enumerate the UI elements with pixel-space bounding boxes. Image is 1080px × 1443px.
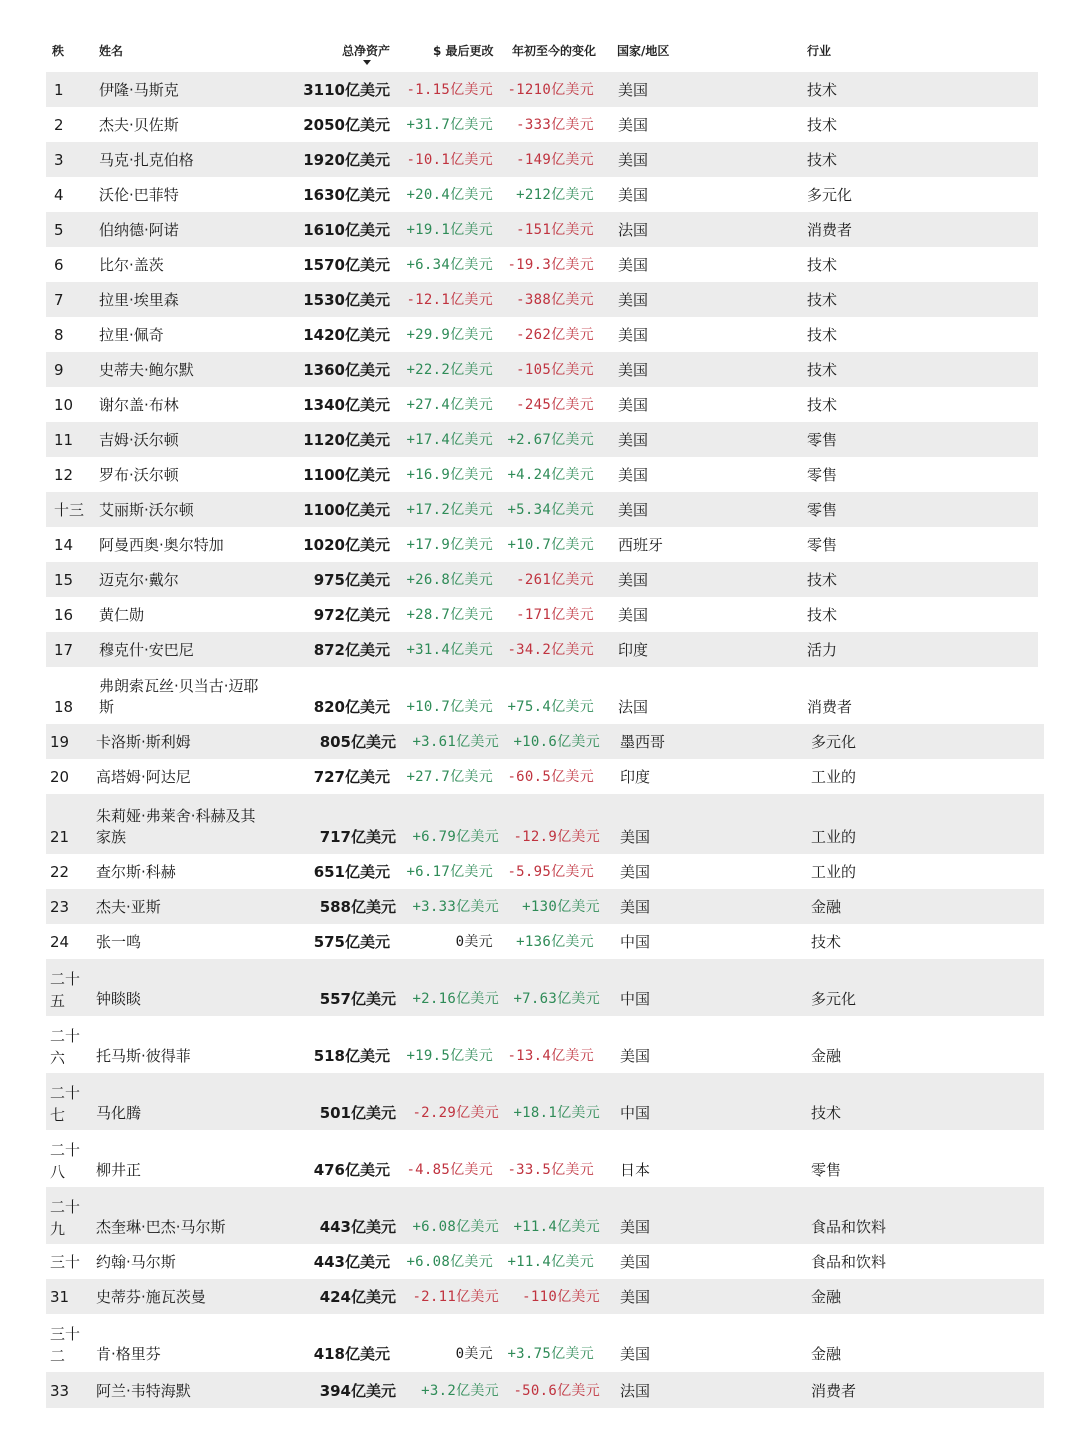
last-change-cell: +29.9亿美元 bbox=[406, 327, 493, 343]
ytd-change-cell: -261亿美元 bbox=[516, 572, 594, 588]
table-row[interactable] bbox=[46, 759, 1038, 794]
ytd-change-cell: +2.67亿美元 bbox=[507, 432, 594, 448]
net-worth-cell: 443亿美元 bbox=[319, 1218, 396, 1236]
ytd-change-cell: +11.4亿美元 bbox=[513, 1219, 600, 1235]
last-change-cell: 0美元 bbox=[455, 934, 493, 950]
last-change-cell: -12.1亿美元 bbox=[406, 292, 493, 308]
net-worth-cell: 1360亿美元 bbox=[303, 361, 390, 379]
name-cell: 朱莉娅·弗莱舍·科赫及其家族 bbox=[96, 807, 256, 846]
last-change-cell: +16.9亿美元 bbox=[406, 467, 493, 483]
net-worth-cell: 501亿美元 bbox=[319, 1104, 396, 1122]
industry-cell: 技术 bbox=[807, 116, 838, 134]
table-row[interactable] bbox=[46, 1130, 1038, 1187]
ytd-change-cell: -60.5亿美元 bbox=[507, 769, 594, 785]
table-row[interactable] bbox=[46, 1279, 1044, 1314]
country-cell: 美国 bbox=[620, 828, 651, 846]
country-cell: 美国 bbox=[620, 1047, 651, 1065]
country-cell: 美国 bbox=[618, 571, 649, 589]
industry-cell: 消费者 bbox=[811, 1382, 857, 1400]
name-cell: 伊隆·马斯克 bbox=[99, 81, 179, 99]
table-row[interactable] bbox=[46, 562, 1038, 597]
industry-cell: 金融 bbox=[811, 1345, 842, 1363]
last-change-cell: +27.4亿美元 bbox=[406, 397, 493, 413]
rank-cell: 三十 bbox=[50, 1253, 81, 1271]
ytd-change-cell: -245亿美元 bbox=[516, 397, 594, 413]
name-cell: 黄仁勋 bbox=[99, 606, 145, 624]
country-cell: 中国 bbox=[620, 990, 651, 1008]
industry-cell: 工业的 bbox=[811, 863, 857, 881]
country-cell: 美国 bbox=[620, 1218, 651, 1236]
name-cell: 拉里·埃里森 bbox=[99, 291, 179, 309]
ytd-change-cell: -50.6亿美元 bbox=[513, 1383, 600, 1399]
table-row[interactable] bbox=[46, 667, 1038, 724]
net-worth-cell: 1100亿美元 bbox=[303, 501, 390, 519]
table-row[interactable] bbox=[46, 247, 1038, 282]
rank-cell: 5 bbox=[54, 221, 64, 239]
rank-cell: 三十二 bbox=[50, 1325, 81, 1365]
rank-cell: 22 bbox=[50, 863, 70, 881]
name-cell: 弗朗索瓦丝·贝当古·迈耶斯 bbox=[99, 677, 259, 716]
table-row[interactable] bbox=[46, 597, 1038, 632]
country-cell: 法国 bbox=[618, 221, 649, 239]
last-change-cell: +28.7亿美元 bbox=[406, 607, 493, 623]
name-cell: 谢尔盖·布林 bbox=[99, 396, 179, 414]
table-row[interactable] bbox=[46, 107, 1038, 142]
table-row[interactable] bbox=[46, 724, 1044, 759]
net-worth-cell: 588亿美元 bbox=[319, 898, 396, 916]
last-change-cell: +20.4亿美元 bbox=[406, 187, 493, 203]
country-cell: 法国 bbox=[620, 1382, 651, 1400]
industry-cell: 技术 bbox=[807, 361, 838, 379]
table-row[interactable] bbox=[46, 177, 1038, 212]
country-cell: 美国 bbox=[618, 431, 649, 449]
industry-cell: 技术 bbox=[807, 81, 838, 99]
name-cell: 艾丽斯·沃尔顿 bbox=[99, 501, 194, 519]
country-cell: 美国 bbox=[618, 501, 649, 519]
ytd-change-cell: +18.1亿美元 bbox=[513, 1105, 600, 1121]
ytd-change-cell: -5.95亿美元 bbox=[507, 864, 594, 880]
name-cell: 高塔姆·阿达尼 bbox=[96, 768, 191, 786]
last-change-cell: -1.15亿美元 bbox=[406, 82, 493, 98]
table-row[interactable] bbox=[46, 492, 1038, 527]
name-cell: 钟睒睒 bbox=[96, 990, 142, 1008]
name-cell: 史蒂芬·施瓦茨曼 bbox=[96, 1288, 206, 1306]
net-worth-cell: 1610亿美元 bbox=[303, 221, 390, 239]
name-cell: 马化腾 bbox=[96, 1104, 142, 1122]
rank-cell: 20 bbox=[50, 768, 70, 786]
net-worth-cell: 575亿美元 bbox=[313, 933, 390, 951]
net-worth-cell: 443亿美元 bbox=[313, 1253, 390, 1271]
last-change-cell: +10.7亿美元 bbox=[406, 699, 493, 715]
industry-cell: 技术 bbox=[807, 256, 838, 274]
rank-cell: 3 bbox=[54, 151, 64, 169]
industry-cell: 金融 bbox=[811, 898, 842, 916]
table-row[interactable] bbox=[46, 457, 1038, 492]
ytd-change-cell: -333亿美元 bbox=[516, 117, 594, 133]
rank-cell: 二十五 bbox=[50, 970, 81, 1010]
last-change-cell: +31.4亿美元 bbox=[406, 642, 493, 658]
ytd-change-cell: -12.9亿美元 bbox=[513, 829, 600, 845]
ytd-change-cell: -105亿美元 bbox=[516, 362, 594, 378]
net-worth-cell: 418亿美元 bbox=[313, 1345, 390, 1363]
table-row[interactable] bbox=[46, 1016, 1038, 1073]
table-row[interactable] bbox=[46, 387, 1038, 422]
net-worth-cell: 1120亿美元 bbox=[303, 431, 390, 449]
rank-cell: 14 bbox=[54, 536, 74, 554]
rank-cell: 二十八 bbox=[50, 1141, 81, 1181]
rank-cell: 二十七 bbox=[50, 1084, 81, 1124]
industry-cell: 活力 bbox=[807, 641, 838, 659]
ytd-change-cell: +10.6亿美元 bbox=[513, 734, 600, 750]
ytd-change-cell: -1210亿美元 bbox=[507, 82, 594, 98]
header-country[interactable]: 国家/地区 bbox=[617, 44, 670, 58]
net-worth-cell: 518亿美元 bbox=[313, 1047, 390, 1065]
industry-cell: 消费者 bbox=[807, 698, 853, 716]
rank-cell: 12 bbox=[54, 466, 74, 484]
name-cell: 张一鸣 bbox=[96, 933, 142, 951]
header-net-worth[interactable]: 总净资产 bbox=[342, 44, 391, 58]
net-worth-cell: 805亿美元 bbox=[319, 733, 396, 751]
table-row[interactable] bbox=[46, 889, 1044, 924]
rank-cell: 24 bbox=[50, 933, 70, 951]
ytd-change-cell: +136亿美元 bbox=[516, 934, 594, 950]
country-cell: 美国 bbox=[618, 151, 649, 169]
name-cell: 阿曼西奥·奥尔特加 bbox=[99, 536, 224, 554]
ytd-change-cell: -262亿美元 bbox=[516, 327, 594, 343]
country-cell: 美国 bbox=[618, 291, 649, 309]
table-row[interactable] bbox=[46, 352, 1038, 387]
header-last-change[interactable]: $ 最后更改 bbox=[433, 44, 494, 58]
last-change-cell: +3.61亿美元 bbox=[412, 734, 499, 750]
net-worth-cell: 727亿美元 bbox=[313, 768, 390, 786]
industry-cell: 多元化 bbox=[811, 733, 857, 751]
country-cell: 美国 bbox=[620, 1288, 651, 1306]
header-name[interactable]: 姓名 bbox=[99, 44, 124, 58]
ytd-change-cell: +130亿美元 bbox=[522, 899, 600, 915]
name-cell: 杰奎琳·巴杰·马尔斯 bbox=[96, 1218, 226, 1236]
country-cell: 美国 bbox=[618, 326, 649, 344]
last-change-cell: +6.08亿美元 bbox=[412, 1219, 499, 1235]
ytd-change-cell: -13.4亿美元 bbox=[507, 1048, 594, 1064]
table-row[interactable] bbox=[46, 1187, 1044, 1244]
rank-cell: 4 bbox=[54, 186, 64, 204]
table-row[interactable] bbox=[46, 422, 1038, 457]
rank-cell: 21 bbox=[50, 828, 70, 846]
net-worth-cell: 1920亿美元 bbox=[303, 151, 390, 169]
net-worth-cell: 972亿美元 bbox=[313, 606, 390, 624]
last-change-cell: +19.5亿美元 bbox=[406, 1048, 493, 1064]
ytd-change-cell: -34.2亿美元 bbox=[507, 642, 594, 658]
last-change-cell: +6.79亿美元 bbox=[412, 829, 499, 845]
ytd-change-cell: -388亿美元 bbox=[516, 292, 594, 308]
table-row[interactable] bbox=[46, 854, 1038, 889]
last-change-cell: +6.34亿美元 bbox=[406, 257, 493, 273]
name-cell: 卡洛斯·斯利姆 bbox=[96, 733, 191, 751]
ytd-change-cell: +11.4亿美元 bbox=[507, 1254, 594, 1270]
table-row[interactable] bbox=[46, 72, 1038, 107]
rank-cell: 9 bbox=[54, 361, 64, 379]
country-cell: 美国 bbox=[618, 606, 649, 624]
name-cell: 杰夫·贝佐斯 bbox=[99, 116, 179, 134]
table-header bbox=[46, 0, 1044, 72]
rank-cell: 1 bbox=[54, 81, 64, 99]
net-worth-cell: 1340亿美元 bbox=[303, 396, 390, 414]
industry-cell: 消费者 bbox=[807, 221, 853, 239]
last-change-cell: -2.29亿美元 bbox=[412, 1105, 499, 1121]
last-change-cell: +26.8亿美元 bbox=[406, 572, 493, 588]
country-cell: 美国 bbox=[620, 898, 651, 916]
name-cell: 马克·扎克伯格 bbox=[99, 151, 194, 169]
rank-cell: 31 bbox=[50, 1288, 70, 1306]
industry-cell: 技术 bbox=[807, 606, 838, 624]
table-row[interactable] bbox=[46, 527, 1038, 562]
ytd-change-cell: -151亿美元 bbox=[516, 222, 594, 238]
industry-cell: 零售 bbox=[807, 501, 838, 519]
net-worth-cell: 1570亿美元 bbox=[303, 256, 390, 274]
name-cell: 查尔斯·科赫 bbox=[96, 863, 176, 881]
country-cell: 美国 bbox=[618, 186, 649, 204]
net-worth-cell: 424亿美元 bbox=[319, 1288, 396, 1306]
name-cell: 沃伦·巴菲特 bbox=[99, 186, 179, 204]
country-cell: 美国 bbox=[620, 1253, 651, 1271]
industry-cell: 金融 bbox=[811, 1288, 842, 1306]
industry-cell: 多元化 bbox=[811, 990, 857, 1008]
net-worth-cell: 476亿美元 bbox=[313, 1161, 390, 1179]
industry-cell: 技术 bbox=[807, 326, 838, 344]
rank-cell: 18 bbox=[54, 698, 74, 716]
name-cell: 穆克什·安巴尼 bbox=[99, 641, 194, 659]
ytd-change-cell: -171亿美元 bbox=[516, 607, 594, 623]
industry-cell: 食品和饮料 bbox=[811, 1253, 887, 1271]
last-change-cell: -4.85亿美元 bbox=[406, 1162, 493, 1178]
name-cell: 柳井正 bbox=[96, 1161, 142, 1179]
net-worth-cell: 820亿美元 bbox=[313, 698, 390, 716]
last-change-cell: +19.1亿美元 bbox=[406, 222, 493, 238]
rank-cell: 17 bbox=[54, 641, 74, 659]
last-change-cell: 0美元 bbox=[455, 1346, 493, 1362]
rank-cell: 11 bbox=[54, 431, 74, 449]
name-cell: 拉里·佩奇 bbox=[99, 326, 164, 344]
last-change-cell: +31.7亿美元 bbox=[406, 117, 493, 133]
last-change-cell: +2.16亿美元 bbox=[412, 991, 499, 1007]
sort-descending-icon[interactable] bbox=[363, 60, 371, 65]
country-cell: 美国 bbox=[618, 116, 649, 134]
table-row[interactable] bbox=[46, 212, 1038, 247]
ytd-change-cell: -110亿美元 bbox=[522, 1289, 600, 1305]
rank-cell: 23 bbox=[50, 898, 70, 916]
industry-cell: 零售 bbox=[807, 536, 838, 554]
ytd-change-cell: -33.5亿美元 bbox=[507, 1162, 594, 1178]
rank-cell: 16 bbox=[54, 606, 74, 624]
table-row[interactable] bbox=[46, 1314, 1038, 1371]
last-change-cell: +22.2亿美元 bbox=[406, 362, 493, 378]
ytd-change-cell: +7.63亿美元 bbox=[513, 991, 600, 1007]
last-change-cell: +3.2亿美元 bbox=[421, 1383, 499, 1399]
last-change-cell: +27.7亿美元 bbox=[406, 769, 493, 785]
table-row[interactable] bbox=[46, 1244, 1038, 1279]
net-worth-cell: 1530亿美元 bbox=[303, 291, 390, 309]
name-cell: 杰夫·亚斯 bbox=[96, 898, 161, 916]
last-change-cell: -10.1亿美元 bbox=[406, 152, 493, 168]
country-cell: 日本 bbox=[620, 1161, 651, 1179]
rank-cell: 10 bbox=[54, 396, 74, 414]
industry-cell: 技术 bbox=[811, 933, 842, 951]
country-cell: 美国 bbox=[618, 81, 649, 99]
table-row[interactable] bbox=[46, 1073, 1044, 1130]
name-cell: 迈克尔·戴尔 bbox=[99, 571, 179, 589]
ytd-change-cell: +3.75亿美元 bbox=[507, 1346, 594, 1362]
country-cell: 美国 bbox=[620, 1345, 651, 1363]
last-change-cell: +17.4亿美元 bbox=[406, 432, 493, 448]
industry-cell: 多元化 bbox=[807, 186, 853, 204]
country-cell: 美国 bbox=[618, 361, 649, 379]
last-change-cell: +17.2亿美元 bbox=[406, 502, 493, 518]
net-worth-cell: 1420亿美元 bbox=[303, 326, 390, 344]
ytd-change-cell: -19.3亿美元 bbox=[507, 257, 594, 273]
table-row[interactable] bbox=[46, 282, 1038, 317]
net-worth-cell: 1020亿美元 bbox=[303, 536, 390, 554]
industry-cell: 零售 bbox=[807, 431, 838, 449]
name-cell: 约翰·马尔斯 bbox=[96, 1253, 176, 1271]
industry-cell: 食品和饮料 bbox=[811, 1218, 887, 1236]
net-worth-cell: 651亿美元 bbox=[313, 863, 390, 881]
industry-cell: 工业的 bbox=[811, 828, 857, 846]
rank-cell: 7 bbox=[54, 291, 64, 309]
rank-cell: 十三 bbox=[54, 501, 85, 519]
name-cell: 罗布·沃尔顿 bbox=[99, 466, 179, 484]
ytd-change-cell: +212亿美元 bbox=[516, 187, 594, 203]
country-cell: 墨西哥 bbox=[620, 733, 666, 751]
industry-cell: 技术 bbox=[807, 291, 838, 309]
net-worth-cell: 557亿美元 bbox=[319, 990, 396, 1008]
last-change-cell: +17.9亿美元 bbox=[406, 537, 493, 553]
last-change-cell: +3.33亿美元 bbox=[412, 899, 499, 915]
name-cell: 肯·格里芬 bbox=[96, 1345, 161, 1363]
rank-cell: 二十九 bbox=[50, 1198, 81, 1238]
table-row[interactable] bbox=[46, 959, 1044, 1016]
net-worth-cell: 394亿美元 bbox=[319, 1382, 396, 1400]
industry-cell: 工业的 bbox=[811, 768, 857, 786]
header-ytd-change[interactable]: 年初至今的变化 bbox=[512, 44, 597, 58]
net-worth-cell: 1630亿美元 bbox=[303, 186, 390, 204]
rank-cell: 15 bbox=[54, 571, 74, 589]
industry-cell: 技术 bbox=[807, 151, 838, 169]
last-change-cell: +6.17亿美元 bbox=[406, 864, 493, 880]
ytd-change-cell: +5.34亿美元 bbox=[507, 502, 594, 518]
net-worth-cell: 2050亿美元 bbox=[303, 116, 390, 134]
net-worth-cell: 1100亿美元 bbox=[303, 466, 390, 484]
ytd-change-cell: -149亿美元 bbox=[516, 152, 594, 168]
rank-cell: 19 bbox=[50, 733, 70, 751]
rank-cell: 6 bbox=[54, 256, 64, 274]
last-change-cell: -2.11亿美元 bbox=[412, 1289, 499, 1305]
name-cell: 托马斯·彼得菲 bbox=[96, 1047, 191, 1065]
name-cell: 阿兰·韦特海默 bbox=[96, 1382, 191, 1400]
table-row[interactable] bbox=[46, 794, 1044, 854]
country-cell: 美国 bbox=[620, 863, 651, 881]
name-cell: 史蒂夫·鲍尔默 bbox=[99, 361, 194, 379]
industry-cell: 技术 bbox=[811, 1104, 842, 1122]
ytd-change-cell: +75.4亿美元 bbox=[507, 699, 594, 715]
industry-cell: 技术 bbox=[807, 396, 838, 414]
table-row[interactable] bbox=[46, 1372, 1044, 1408]
table-row[interactable] bbox=[46, 142, 1038, 177]
rank-cell: 8 bbox=[54, 326, 64, 344]
rank-cell: 2 bbox=[54, 116, 64, 134]
rank-cell: 33 bbox=[50, 1382, 70, 1400]
country-cell: 西班牙 bbox=[618, 536, 664, 554]
industry-cell: 零售 bbox=[811, 1161, 842, 1179]
country-cell: 美国 bbox=[618, 256, 649, 274]
country-cell: 印度 bbox=[620, 768, 651, 786]
table-row[interactable] bbox=[46, 924, 1038, 959]
name-cell: 伯纳德·阿诺 bbox=[99, 221, 179, 239]
ytd-change-cell: +10.7亿美元 bbox=[507, 537, 594, 553]
industry-cell: 技术 bbox=[807, 571, 838, 589]
industry-cell: 金融 bbox=[811, 1047, 842, 1065]
industry-cell: 零售 bbox=[807, 466, 838, 484]
net-worth-cell: 717亿美元 bbox=[319, 828, 396, 846]
net-worth-cell: 975亿美元 bbox=[313, 571, 390, 589]
country-cell: 中国 bbox=[620, 1104, 651, 1122]
net-worth-cell: 3110亿美元 bbox=[303, 81, 390, 99]
rank-cell: 二十六 bbox=[50, 1027, 81, 1067]
last-change-cell: +6.08亿美元 bbox=[406, 1254, 493, 1270]
name-cell: 吉姆·沃尔顿 bbox=[99, 431, 179, 449]
table-row[interactable] bbox=[46, 632, 1038, 667]
country-cell: 中国 bbox=[620, 933, 651, 951]
header-rank[interactable]: 秩 bbox=[52, 44, 65, 58]
table-row[interactable] bbox=[46, 317, 1038, 352]
header-industry[interactable]: 行业 bbox=[807, 44, 832, 58]
net-worth-cell: 872亿美元 bbox=[313, 641, 390, 659]
country-cell: 美国 bbox=[618, 396, 649, 414]
ytd-change-cell: +4.24亿美元 bbox=[507, 467, 594, 483]
country-cell: 美国 bbox=[618, 466, 649, 484]
name-cell: 比尔·盖茨 bbox=[99, 256, 164, 274]
country-cell: 法国 bbox=[618, 698, 649, 716]
country-cell: 印度 bbox=[618, 641, 649, 659]
